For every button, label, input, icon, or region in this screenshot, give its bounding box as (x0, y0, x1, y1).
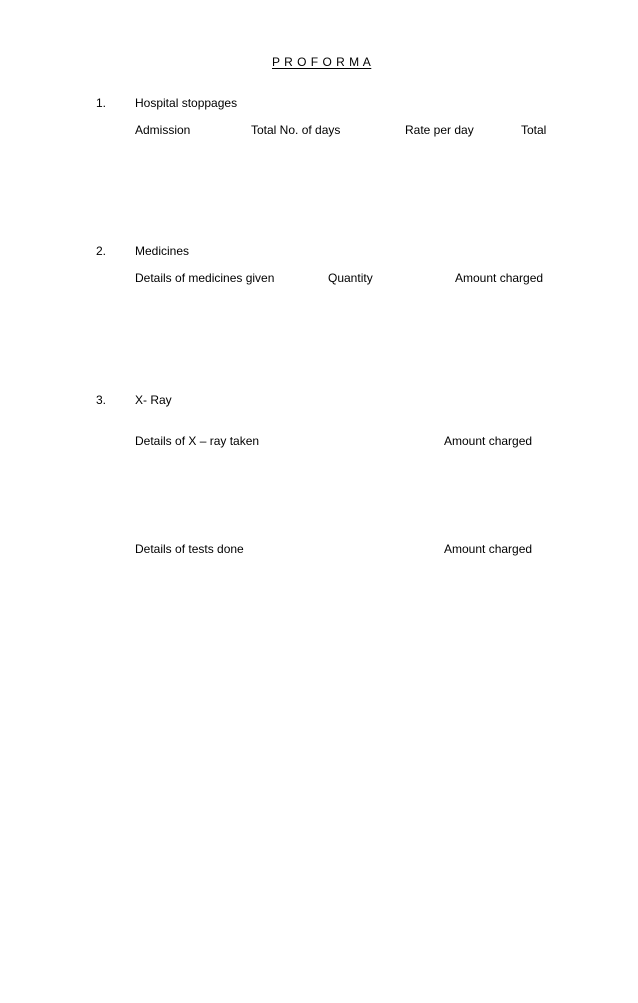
column-total-days: Total No. of days (251, 123, 341, 137)
column-rate-per-day: Rate per day (405, 123, 474, 137)
column-medicine-details: Details of medicines given (135, 271, 275, 285)
column-medicine-amount: Amount charged (455, 271, 544, 285)
tests-details-label: Details of tests done (135, 542, 244, 556)
document-title: P R O F O R M A (272, 55, 372, 69)
xray-amount-label: Amount charged (444, 434, 533, 448)
section-3-number: 3. (96, 393, 107, 407)
xray-details-label: Details of X – ray taken (135, 434, 260, 448)
column-total: Total (521, 123, 547, 137)
section-2-number: 2. (96, 244, 107, 258)
column-quantity: Quantity (328, 271, 373, 285)
section-1-number: 1. (96, 96, 107, 110)
section-3-heading: X- Ray (135, 393, 172, 407)
tests-amount-label: Amount charged (444, 542, 533, 556)
section-1-heading: Hospital stoppages (135, 96, 238, 110)
column-admission: Admission (135, 123, 191, 137)
section-2-heading: Medicines (135, 244, 190, 258)
